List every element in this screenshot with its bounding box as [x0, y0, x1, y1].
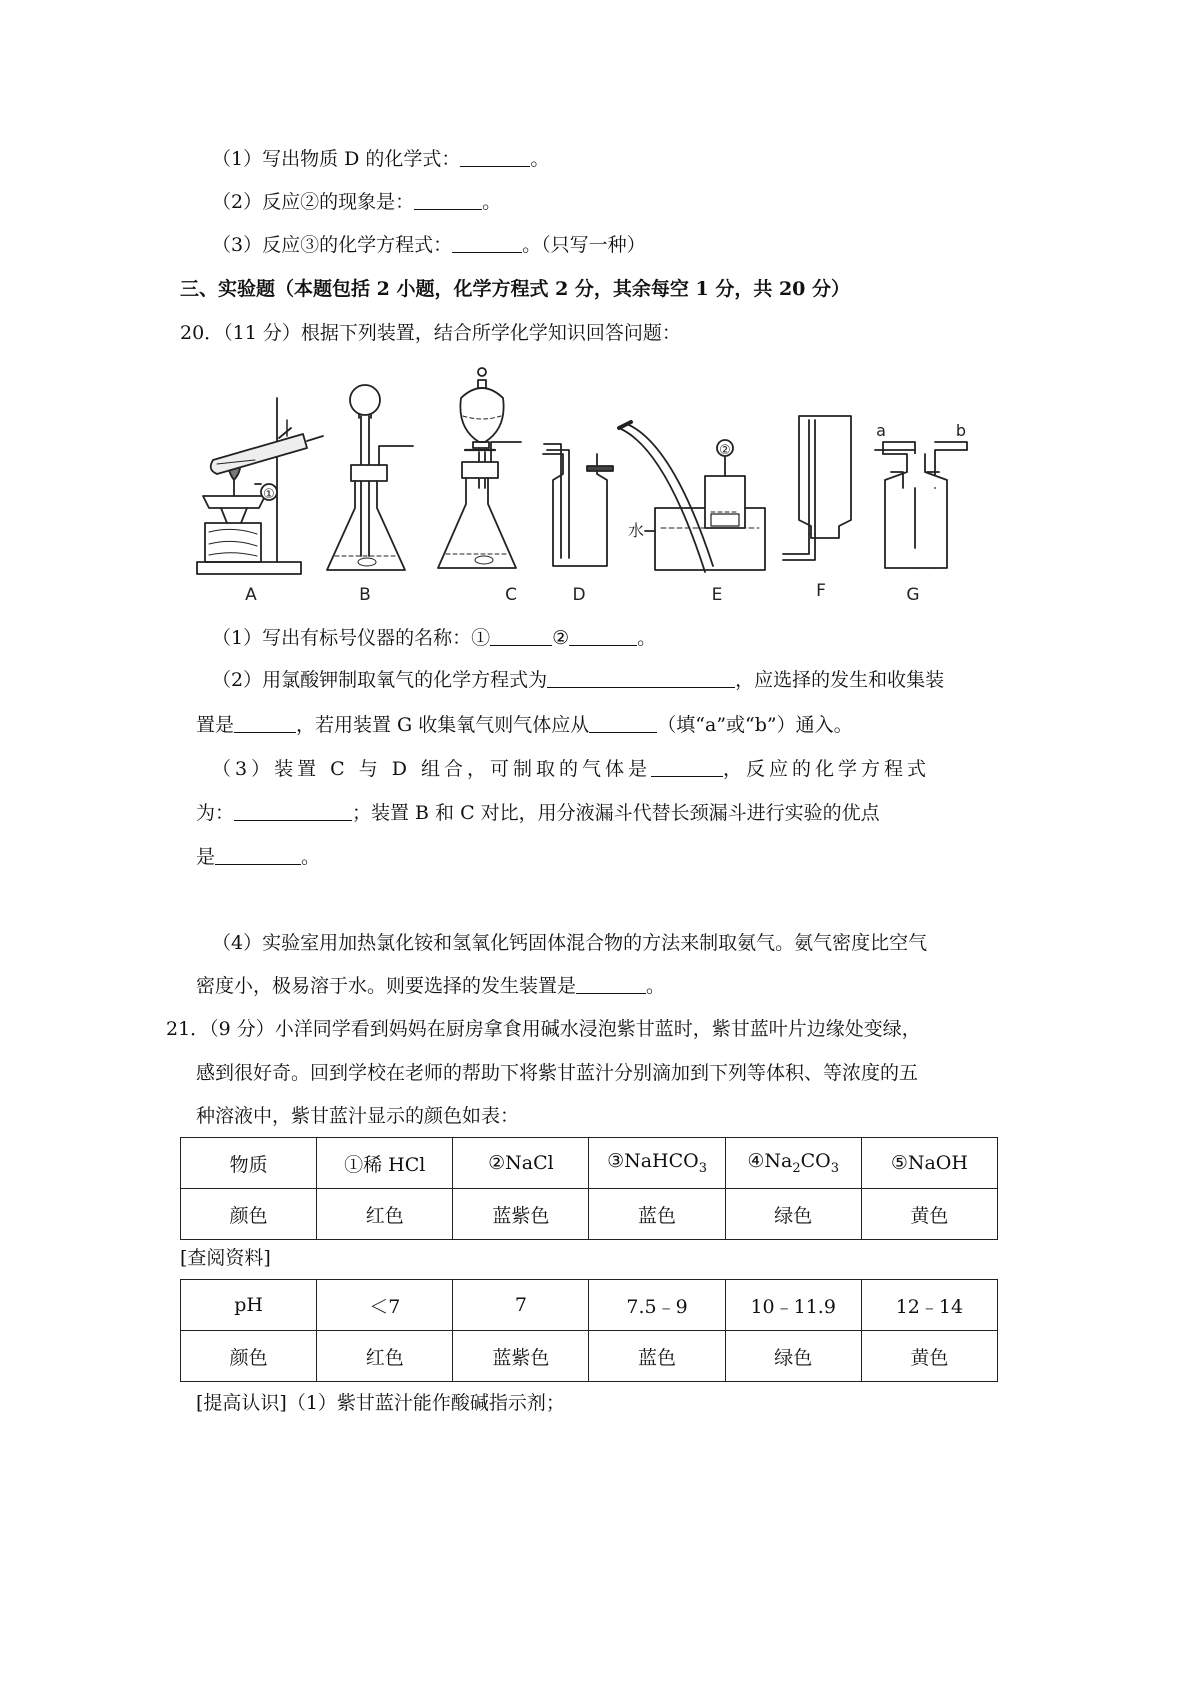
separatory-funnel: [460, 388, 503, 442]
label-a: A: [245, 585, 257, 605]
stopper: [351, 465, 387, 481]
ph-table: [180, 1279, 998, 1382]
table-cell: 7.5﹣9: [589, 1280, 725, 1331]
delivery-tube-e: [619, 428, 705, 572]
conical-flask: [327, 481, 405, 570]
subscript: 2: [792, 1160, 801, 1176]
table-cell: [725, 1138, 861, 1189]
label-d: D: [572, 585, 586, 605]
reference-heading: [查阅资料]: [180, 1247, 271, 1269]
table-cell: 绿色: [725, 1189, 861, 1240]
water-label: 水: [627, 521, 645, 540]
table-cell: 蓝色: [589, 1189, 725, 1240]
q20-part-3c-end: 。: [301, 846, 321, 868]
q19-line-1: [212, 146, 549, 172]
q19-line-1-text: （1）写出物质 D 的化学式：: [212, 148, 461, 170]
q19-line-1-end: 。: [530, 148, 550, 170]
q20-part-1: [212, 625, 656, 651]
q20-part-2b: [196, 712, 853, 738]
label-g: G: [906, 585, 920, 605]
table-cell: ⑤NaOH: [861, 1138, 997, 1189]
table-cell: ②NaCl: [453, 1138, 589, 1189]
q20-part-2b-end: （填“a”或“b”）通入。: [657, 714, 853, 736]
subscript: 3: [698, 1160, 708, 1176]
q20-part-4: （4）实验室用加热氯化铵和氢氧化钙固体混合物的方法来制取氨气。氨气密度比空气: [212, 932, 928, 954]
color-table: [180, 1137, 998, 1240]
q20-part-1-end: 。: [637, 627, 657, 649]
q19-line-2-end: 。: [482, 191, 502, 213]
formula-nahco3: ③NaHCO: [607, 1150, 699, 1173]
mark-1-text: ①: [263, 487, 275, 502]
port-b-label: b: [955, 421, 967, 440]
improve-line: [提高认识]（1）紫甘蓝汁能作酸碱指示剂；: [196, 1392, 565, 1414]
q20-part-3c-text: 是: [196, 846, 216, 868]
funnel-bulb: [350, 385, 380, 415]
formula-co: CO: [800, 1150, 831, 1173]
q19-line-2: [212, 189, 501, 215]
label-e: E: [711, 585, 723, 605]
q19-line-3-end: 。（只写一种）: [522, 234, 646, 256]
table-cell: 12﹣14: [861, 1280, 997, 1331]
gas-bottle-f: [799, 416, 851, 538]
subscript: 3: [830, 1160, 840, 1176]
table-cell: 蓝色: [589, 1331, 725, 1382]
q20-part-4b-text: 密度小，极易溶于水。则要选择的发生装置是: [196, 975, 577, 997]
lab-apparatus-diagram: [195, 358, 1015, 608]
table-cell: 颜色: [181, 1189, 317, 1240]
answer-blank[interactable]: [414, 189, 482, 210]
q20-part-1-text: （1）写出有标号仪器的名称：①: [212, 627, 491, 649]
q21-line-2: 感到很好奇。回到学校在老师的帮助下将紫甘蓝汁分别滴加到下列等体积、等浓度的五: [196, 1062, 919, 1084]
answer-blank[interactable]: [452, 232, 522, 253]
q20-part-2-cont: ，应选择的发生和收集装: [735, 669, 945, 691]
answer-blank[interactable]: [651, 756, 723, 777]
answer-blank[interactable]: [234, 712, 296, 733]
table-cell: [589, 1138, 725, 1189]
q19-line-2-text: （2）反应②的现象是：: [212, 191, 415, 213]
answer-blank[interactable]: [460, 146, 530, 167]
funnel-cap: [478, 368, 486, 376]
table-cell: 黄色: [861, 1331, 997, 1382]
q20-part-3-cont: ，反应的化学方程式: [723, 758, 931, 780]
q20-part-1-mark: ②: [552, 627, 570, 649]
q20-part-2b-text: 置是: [196, 714, 235, 736]
table-cell: 颜色: [181, 1331, 317, 1382]
q21-line-1: 21．（9 分）小洋同学看到妈妈在厨房拿食用碱水浸泡紫甘蓝时，紫甘蓝叶片边缘处变绿，: [166, 1018, 921, 1040]
wood-block: [205, 523, 261, 562]
q19-line-3-text: （3）反应③的化学方程式：: [212, 234, 453, 256]
answer-blank[interactable]: [576, 973, 646, 994]
q20-part-3-text: （3）装置 C 与 D 组合，可制取的气体是: [212, 758, 652, 780]
q20-part-4b: [196, 973, 665, 999]
table-cell: 绿色: [725, 1331, 861, 1382]
table-cell: 红色: [317, 1189, 453, 1240]
table-cell: 物质: [181, 1138, 317, 1189]
table-cell: ＜7: [317, 1280, 453, 1331]
q20-stem: 20．（11 分）根据下列装置，结合所学化学知识回答问题：: [180, 322, 681, 344]
delivery-tube: [307, 436, 323, 441]
mark-2-text: ②: [719, 443, 731, 458]
q19-line-3: [212, 232, 646, 258]
answer-blank[interactable]: [547, 667, 735, 688]
alcohol-lamp: [203, 496, 265, 508]
label-b: B: [359, 585, 371, 605]
port-a-label: a: [876, 421, 886, 440]
q20-part-2: [212, 667, 944, 693]
answer-blank[interactable]: [490, 625, 552, 646]
table-row: [181, 1280, 998, 1331]
table-cell: 10﹣11.9: [725, 1280, 861, 1331]
q20-part-3b-cont: ；装置 B 和 C 对比，用分液漏斗代替长颈漏斗进行实验的优点: [352, 802, 880, 824]
table-cell: ①稀 HCl: [317, 1138, 453, 1189]
answer-blank[interactable]: [589, 712, 657, 733]
stand-base: [197, 562, 301, 574]
q20-part-2b-mid: ，若用装置 G 收集氧气则气体应从: [296, 714, 590, 736]
table-cell: 7: [453, 1280, 589, 1331]
label-c: C: [505, 585, 517, 605]
q20-part-3b: [196, 800, 880, 826]
q20-part-3: [212, 756, 930, 782]
q21-line-3: 种溶液中，紫甘蓝汁显示的颜色如表：: [196, 1105, 520, 1127]
table-cell: 蓝紫色: [453, 1189, 589, 1240]
q20-part-4b-end: 。: [646, 975, 666, 997]
table-row: [181, 1331, 998, 1382]
q20-part-3b-text: 为：: [196, 802, 235, 824]
test-tube: [211, 434, 307, 474]
table-cell: 黄色: [861, 1189, 997, 1240]
answer-blank[interactable]: [569, 625, 637, 646]
q20-part-3c: [196, 844, 320, 870]
table-row: [181, 1138, 998, 1189]
table-cell: pH: [181, 1280, 317, 1331]
table-row: [181, 1189, 998, 1240]
q20-part-2-text: （2）用氯酸钾制取氧气的化学方程式为: [212, 669, 548, 691]
table-cell: 蓝紫色: [453, 1331, 589, 1382]
formula-na2co3: ④Na: [747, 1150, 793, 1173]
label-f: F: [816, 581, 826, 601]
section-3-heading: 三、实验题（本题包括 2 小题，化学方程式 2 分，其余每空 1 分，共 20 分）: [180, 278, 851, 300]
answer-blank[interactable]: [234, 800, 352, 821]
table-cell: 红色: [317, 1331, 453, 1382]
answer-blank[interactable]: [215, 844, 301, 865]
